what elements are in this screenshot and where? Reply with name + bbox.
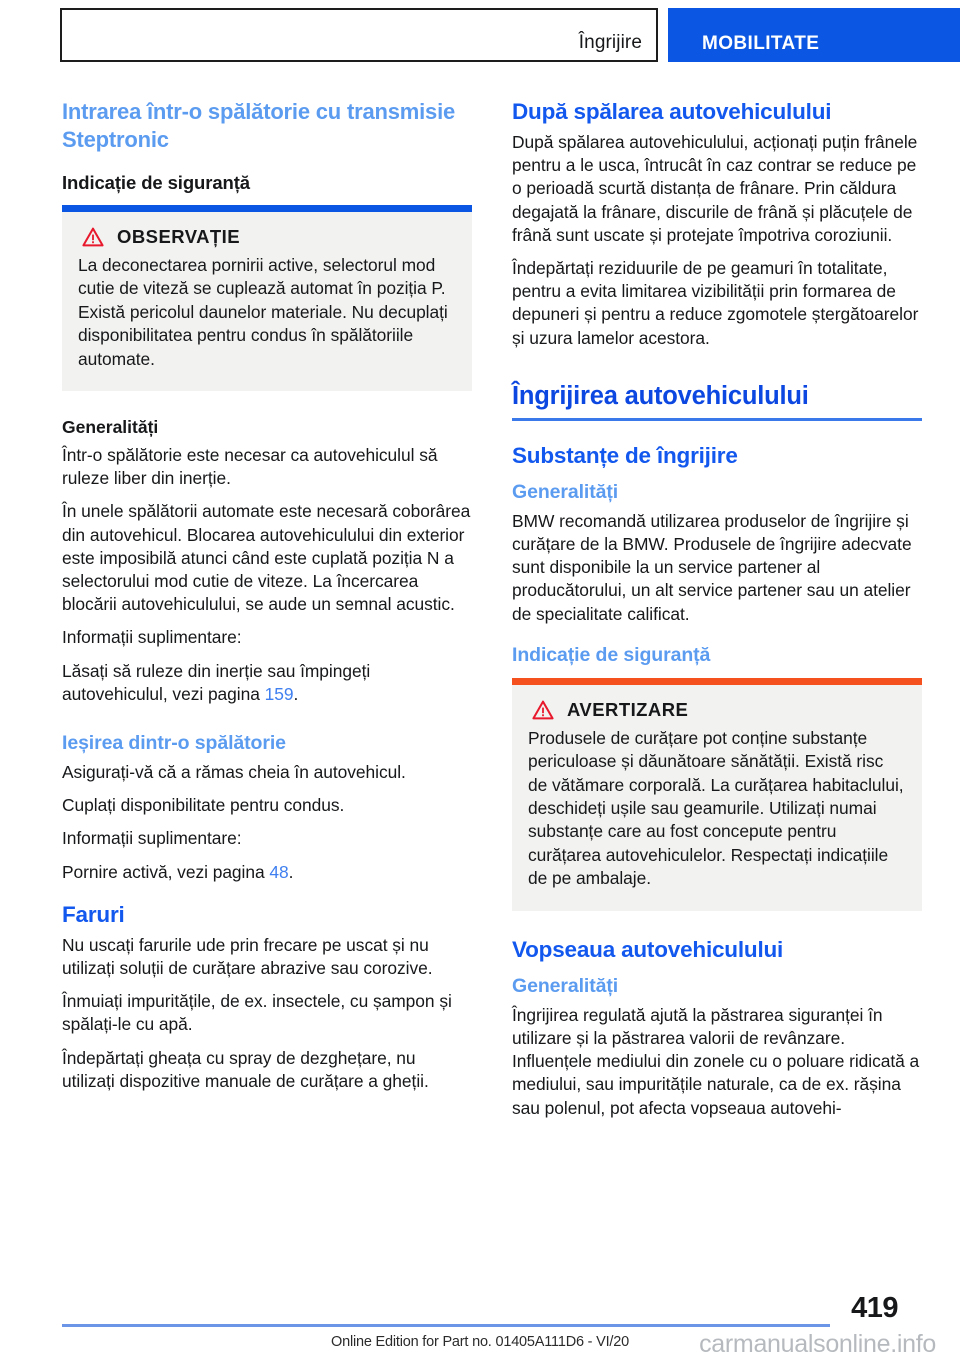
warning-callout [512, 678, 922, 911]
left-safety-heading: Indicație de siguranță [62, 172, 250, 193]
notice-label: OBSERVAȚIE [117, 226, 241, 247]
left-general-page-reference [62, 660, 472, 706]
notice-accent-bar [62, 205, 472, 212]
warning-accent-bar [512, 678, 922, 685]
left-general-ref-text-before: Lăsați să ruleze din inerție sau împingeți autovehiculul, vezi pagina [62, 660, 371, 704]
left-headlights-paragraph-3: Îndepărtați gheața cu spray de dezghețare, nu utilizați dispozitive manuale de curățare a gheții. [62, 1047, 429, 1091]
left-general-paragraph-1: Într-o spălătorie este necesar ca autovehiculul să ruleze liber din inerție. [62, 445, 438, 489]
left-exit-paragraph-3: Informații suplimentare: [62, 828, 242, 849]
warning-triangle-icon [532, 700, 554, 720]
right-substances-general-text: BMW recomandă utilizarea produselor de îngrijire și curățare de la BMW. Produsele de îngrijire adecvate sunt disponibile la un service partener al producătorului, un alt service partener sau un atelier de specialitate calificat. [512, 510, 912, 624]
left-exit-ref-text-before: Pornire activă, vezi pagina [62, 861, 270, 882]
right-column [512, 98, 922, 1120]
page-reference-link-48[interactable]: 48 [269, 861, 289, 882]
right-chapter-title: Îngrijirea autovehiculului [512, 381, 922, 421]
right-safety-heading: Indicație de siguranță [512, 643, 711, 666]
notice-text: La deconectarea pornirii active, selectorul mod cutie de viteză se cuplează automat în poziția P. Există pericolul daunelor materiale. Nu decuplați disponibilitatea pentru condus în spălătoriile automate. [78, 255, 448, 369]
left-headlights-paragraph-2: Înmuiați impuritățile, de ex. insectele, cu șampon și spălați-le cu apă. [62, 991, 452, 1035]
notice-callout [62, 205, 472, 391]
left-general-heading: Generalități [62, 417, 159, 438]
left-general-paragraph-2: În unele spălătorii automate este necesară coborârea din autovehicul. Blocarea autovehiculului din exterior este imposibilă atunci când este cuplată poziția N a selectorului mod cutie de viteze. La încercarea blocării autovehiculului, se aude un semnal acustic. [62, 501, 471, 615]
right-paint-general-heading: Generalități [512, 974, 619, 997]
footer-edition-text: Online Edition for Part no. 01405A111D6 - VI/20 [331, 1334, 629, 1350]
left-column [62, 98, 472, 1093]
warning-text: Produsele de curățare pot conține substanțe periculoase și dăunătoare sănătății. Există risc de vătămare corporală. La curățarea habitaclului, deschideți ușile sau geamurile. Utilizați numai substanțe care au fost concepute pentru curățarea autovehiculelor. Respectați indicațiile de pe ambalaje. [528, 727, 904, 889]
page-header [0, 8, 960, 64]
footer-divider [62, 1324, 830, 1327]
breadcrumb-tab[interactable] [60, 8, 658, 62]
warning-label: AVERTIZARE [567, 698, 689, 720]
right-after-wash-paragraph-2: Îndepărtați reziduurile de pe geamuri în totalitate, pentru a evita limitarea vizibilității prin formarea de depuneri și pentru a reduce zgomotele ștergătoarelor și uzura lamelor acestora. [512, 258, 919, 348]
right-paint-general-text: Îngrijirea regulată ajută la păstrarea siguranței în utilizare și la păstrarea valorii de revânzare. Influențele mediului din zonele cu o poluare ridicată a mediului, sau impuritățile naturale, ca de ex. rășina sau polenul, pot afecta vopseaua autovehi- [512, 1004, 920, 1118]
watermark: carmanualsonline.info [699, 1330, 936, 1358]
left-exit-heading: Ieșirea dintr-o spălătorie [62, 732, 286, 755]
right-substances-heading: Substanțe de îngrijire [512, 442, 738, 468]
left-general-paragraph-3: Informații suplimentare: [62, 627, 242, 648]
warning-triangle-icon [82, 227, 104, 247]
right-after-wash-heading: După spălarea autovehiculului [512, 99, 832, 124]
page-reference-link-159[interactable]: 159 [264, 683, 294, 704]
breadcrumb-label: Îngrijire [578, 32, 642, 53]
left-page-title: Intrarea într-o spălătorie cu transmisie Steptronic [62, 99, 456, 152]
left-headlights-paragraph-1: Nu uscați farurile ude prin frecare pe uscat și nu utilizați soluții de curățare abrazive sau corozive. [62, 934, 433, 979]
left-exit-ref-text-after: . [288, 861, 294, 882]
left-exit-page-reference [62, 861, 472, 884]
left-general-ref-text-after: . [293, 683, 299, 704]
right-substances-general-heading: Generalități [512, 480, 619, 503]
left-exit-paragraph-1: Asigurați-vă că a rămas cheia în autovehicul. [62, 762, 406, 783]
left-headlights-heading: Faruri [62, 901, 125, 927]
page-number: 419 [851, 1292, 898, 1324]
section-tab-mobilitate[interactable] [668, 8, 960, 62]
right-after-wash-paragraph-1: După spălarea autovehiculului, acționați puțin frânele pentru a le usca, întrucât în caz contrar se reduce pe o perioadă scurtă distanța de frânare. Prin căldura degajată la frânare, discurile de frână și plăcuțele de frână sunt uscate și protejate împotriva coroziunii. [512, 132, 918, 245]
left-exit-paragraph-2: Cuplați disponibilitate pentru condus. [62, 795, 345, 816]
section-tab-label: MOBILITATE [702, 33, 820, 54]
right-paint-heading: Vopseaua autovehiculului [512, 936, 784, 962]
page-footer [0, 1290, 960, 1362]
